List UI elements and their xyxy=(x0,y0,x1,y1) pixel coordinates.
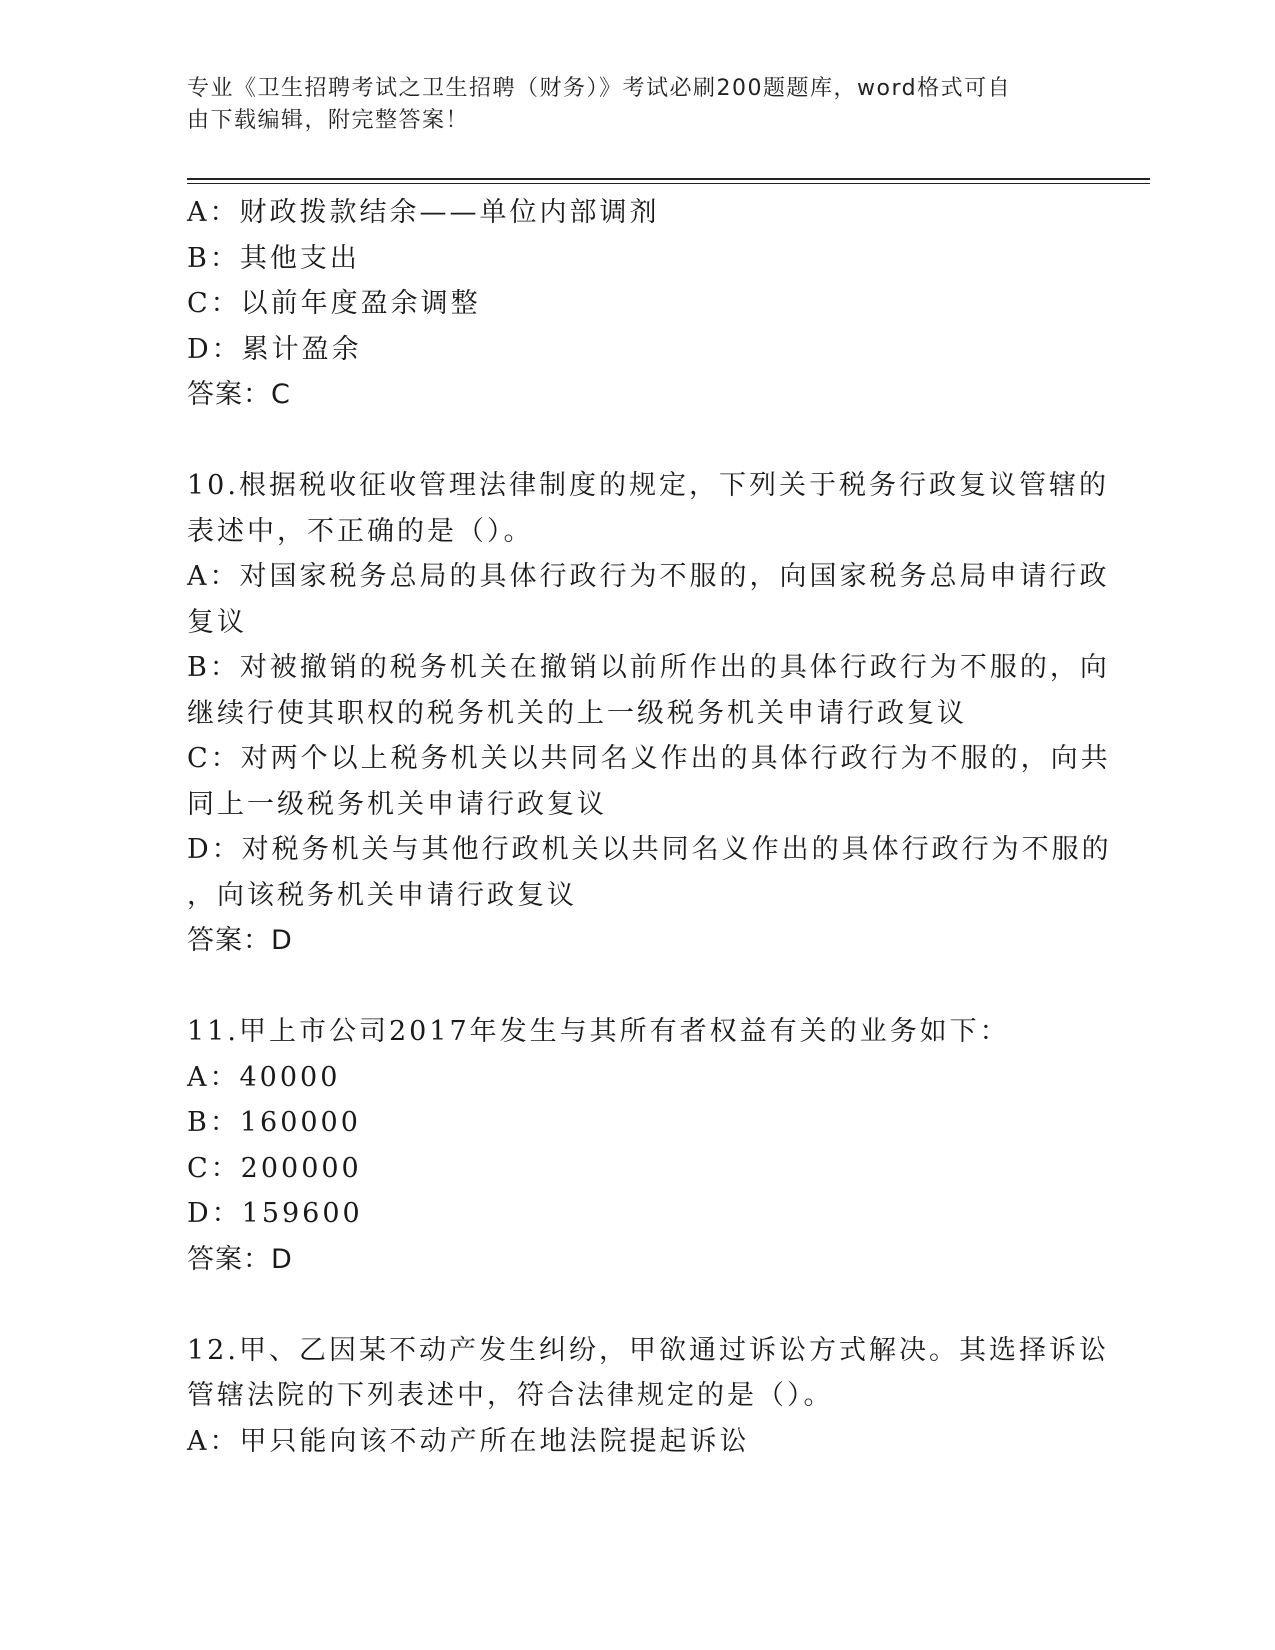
option-d: D：159600 xyxy=(187,1198,363,1229)
question-stem: 管辖法院的下列表述中，符合法律规定的是（）。 xyxy=(187,1380,834,1411)
header-line-2: 由下载编辑，附完整答案！ xyxy=(187,108,470,133)
question-12 xyxy=(187,1328,1109,1465)
question-stem: 10.根据税收征收管理法律制度的规定，下列关于税务行政复议管辖的 xyxy=(187,470,1109,501)
option-d: D：对税务机关与其他行政机关以共同名义作出的具体行政行为不服的 xyxy=(187,834,1112,865)
option-a: A：财政拨款结余——单位内部调剂 xyxy=(187,197,660,228)
answer: 答案：C xyxy=(187,379,291,410)
option-c-cont: 同上一级税务机关申请行政复议 xyxy=(187,788,607,820)
answer: 答案：D xyxy=(187,1243,293,1275)
document-header xyxy=(187,73,1067,137)
prev-question xyxy=(187,190,1077,418)
question-10 xyxy=(187,463,1112,964)
option-b-cont: 继续行使其职权的税务机关的上一级税务机关申请行政复议 xyxy=(187,697,967,729)
header-divider-thick xyxy=(187,178,1150,180)
option-c: C：200000 xyxy=(187,1152,362,1184)
option-a: A：40000 xyxy=(187,1061,341,1093)
option-c: C：以前年度盈余调整 xyxy=(187,288,481,319)
question-content xyxy=(187,190,1112,1464)
question-stem: 12.甲、乙因某不动产发生纠纷，甲欲通过诉讼方式解决。其选择诉讼 xyxy=(187,1334,1109,1366)
option-d-cont: ，向该税务机关申请行政复议 xyxy=(187,879,577,911)
option-b: B：对被撤销的税务机关在撤销以前所作出的具体行政行为不服的，向 xyxy=(187,652,1110,683)
question-stem: 表述中，不正确的是（）。 xyxy=(187,515,534,547)
answer: 答案：D xyxy=(187,925,293,956)
option-b: B：160000 xyxy=(187,1107,361,1138)
option-d: D：累计盈余 xyxy=(187,333,362,365)
option-a-cont: 复议 xyxy=(187,606,247,638)
option-c: C：对两个以上税务机关以共同名义作出的具体行政行为不服的，向共 xyxy=(187,743,1111,774)
header-line-1: 专业《卫生招聘考试之卫生招聘（财务）》考试必刷200题题库，word格式可自 xyxy=(187,76,1012,101)
option-b: B：其他支出 xyxy=(187,242,360,274)
option-a: A：对国家税务总局的具体行政行为不服的，向国家税务总局申请行政 xyxy=(187,561,1110,592)
question-stem: 11.甲上市公司2017年发生与其所有者权益有关的业务如下： xyxy=(187,1016,1010,1047)
question-11 xyxy=(187,1009,1077,1282)
header-divider-thin xyxy=(187,183,1150,184)
option-a: A：甲只能向该不动产所在地法院提起诉讼 xyxy=(187,1425,750,1457)
